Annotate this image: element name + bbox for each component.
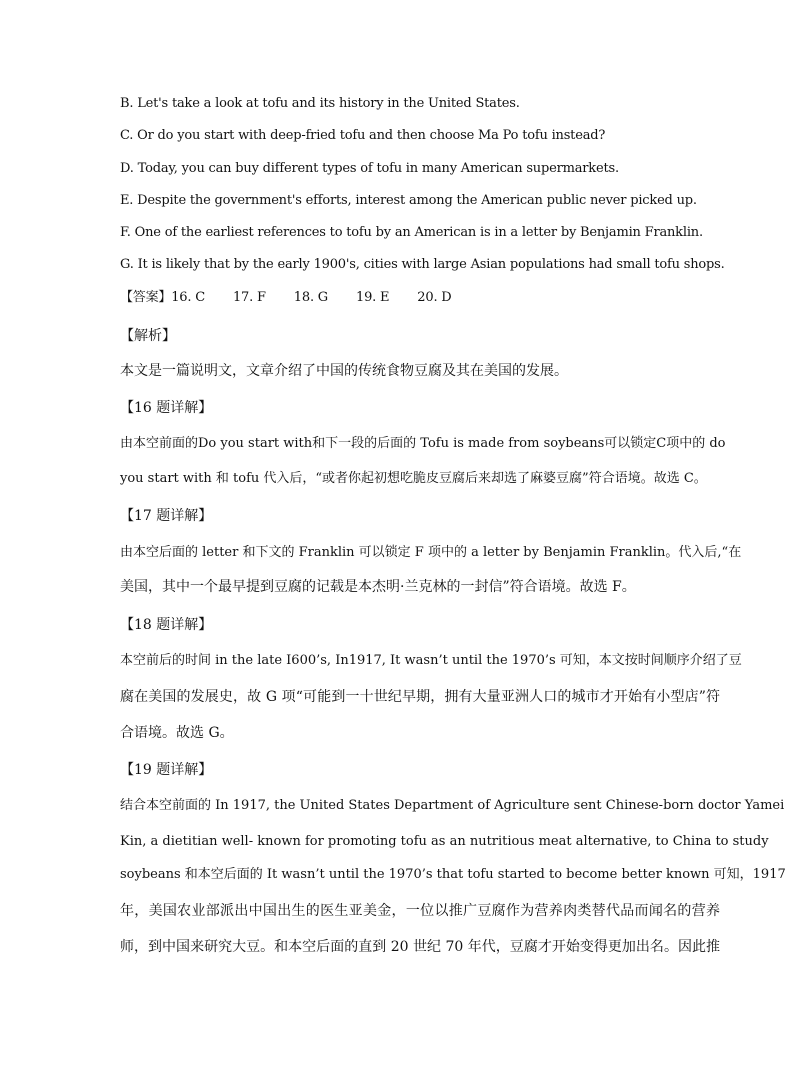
answer-line <box>120 290 720 306</box>
answer-18: 18. G <box>293 290 328 305</box>
option-e: E. Despite the government's efforts, interest among the American public never picked up. <box>120 193 697 208</box>
q18-heading: 【18 题详解】 <box>120 617 213 633</box>
q19-heading: 【19 题详解】 <box>120 762 213 778</box>
q17-line-1: 由本空后面的 letter 和下文的 Franklin 可以锁定 F 项中的 a letter by Benjamin Franklin。代入后,“在 <box>120 545 742 560</box>
q19-line-2: Kin, a dietitian well- known for promoting tofu as an nutritious meat alternative, to China to study <box>120 834 769 849</box>
q19-line-4: 年，美国农业部派出中国出生的医生亚美金，一位以推广豆腐作为营养肉类替代品而闻名的营养 <box>120 903 720 919</box>
q19-line-3: soybeans 和本空后面的 It wasn’t until the 1970’s that tofu started to become better known 可知，1917 <box>120 867 786 882</box>
option-f: F. One of the earliest references to tofu by an American is in a letter by Benjamin Franklin. <box>120 225 703 240</box>
q17-line-2: 美国，其中一个最早提到豆腐的记载是本杰明·兰克林的一封信”符合语境。故选 F。 <box>120 579 636 595</box>
summary-text: 本文是一篇说明文，文章介绍了中国的传统食物豆腐及其在美国的发展。 <box>120 363 568 379</box>
q18-line-1: 本空前后的时间 in the late I600’s, In1917, It wasn’t until the 1970’s 可知，本文按时间顺序介绍了豆 <box>120 653 742 668</box>
answer-16: 16. C <box>171 290 205 305</box>
answer-20: 20. D <box>417 290 452 305</box>
answer-label: 【答案】 <box>120 290 172 305</box>
analysis-heading: 【解析】 <box>120 328 176 344</box>
q16-heading: 【16 题详解】 <box>120 400 213 416</box>
option-c: C. Or do you start with deep-fried tofu and then choose Ma Po tofu instead? <box>120 128 606 143</box>
q16-line-1: 由本空前面的Do you start with和下一段的后面的 Tofu is made from soybeans可以锁定C项中的 do <box>120 436 726 451</box>
q16-line-2: you start with 和 tofu 代入后，“或者你起初想吃脆皮豆腐后来却选了麻婆豆腐”符合语境。故选 C。 <box>120 471 707 486</box>
option-d: D. Today, you can buy different types of tofu in many American supermarkets. <box>120 161 619 176</box>
answer-17: 17. F <box>232 290 266 305</box>
q18-line-2: 腐在美国的发展史，故 G 项“可能到一十世纪早期，拥有大量亚洲人口的城市才开始有小型店”符 <box>120 689 720 705</box>
option-b: B. Let's take a look at tofu and its history in the United States. <box>120 96 520 111</box>
q17-heading: 【17 题详解】 <box>120 508 213 524</box>
q19-line-5: 师，到中国来研究大豆。和本空后面的直到 20 世纪 70 年代，豆腐才开始变得更加出名。因此推 <box>120 939 720 955</box>
q18-line-3: 合语境。故选 G。 <box>120 725 234 741</box>
answer-19: 19. E <box>356 290 390 305</box>
q19-line-1: 结合本空前面的 In 1917, the United States Department of Agriculture sent Chinese-born doctor Yamei <box>120 798 785 813</box>
option-g: G. It is likely that by the early 1900's, cities with large Asian populations had small tofu shops. <box>120 257 725 272</box>
